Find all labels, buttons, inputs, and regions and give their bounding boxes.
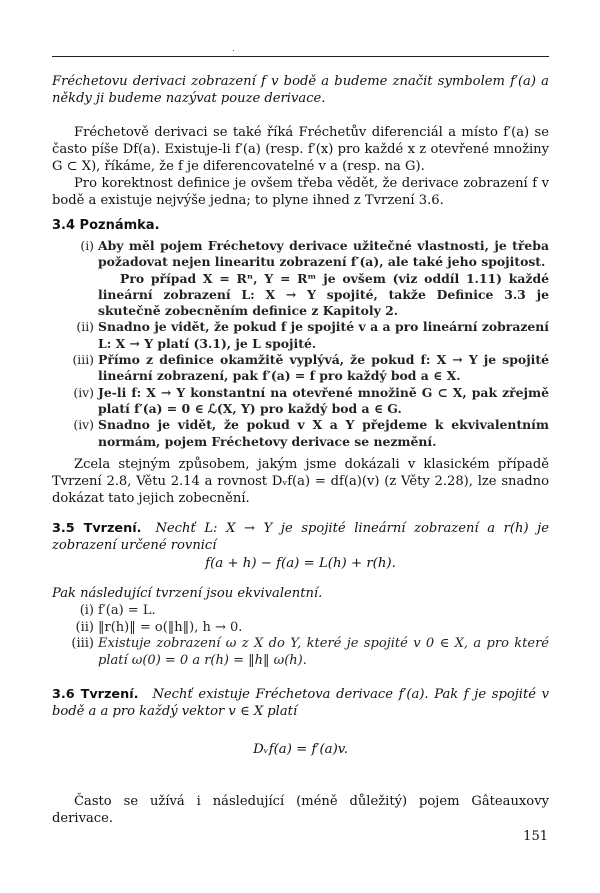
proposition-3-5 [52, 520, 549, 554]
item-label: (ii) [75, 619, 94, 635]
proposition-text: Nechť L: X → Y je spojité lineární zobrazení a r(h) je zobrazení určené rovnicí [52, 521, 549, 553]
page-number: 151 [523, 829, 548, 844]
proposition-item [52, 603, 549, 620]
item-label: (ii) [76, 319, 94, 335]
item-text: Snadno je vidět, že pokud v X a Y přejdeme k ekvivalentním normám, pojem Fréchetovy derivace se nezmění. [98, 417, 549, 449]
proposition-3-5-after: Pak následující tvrzení jsou ekvivalentní. [52, 586, 323, 601]
item-text: Snadno je vidět, že pokud f je spojité v a a pro lineární zobrazení L: X → Y platí (3.1), je L spojité. [98, 319, 549, 351]
equation-3-5: f(a + h) − f(a) = L(h) + r(h). [205, 556, 396, 571]
item-text: Existuje zobrazení ω z X do Y, které je spojité v 0 ∈ X, a pro které platí ω(0) = 0 a r(h) = ‖h‖ ω(h). [98, 636, 549, 668]
proposition-heading: 3.5 Tvrzení. [52, 521, 142, 536]
remark-item [52, 352, 549, 385]
closing-paragraph: Často se užívá i následující (méně důležitý) pojem Gâteauxovy derivace. [52, 794, 549, 826]
item-label: (iii) [72, 352, 94, 368]
proposition-3-5-list [52, 603, 549, 669]
item-text: Přímo z definice okamžitě vyplývá, že pokud f: X → Y je spojité lineární zobrazení, pak f′(a) = f pro každý bod a ∈ X. [98, 352, 549, 384]
item-text: ‖r(h)‖ = o(‖h‖), h → 0. [98, 619, 243, 635]
proposition-text: Nechť existuje Fréchetova derivace f′(a). Pak f je spojité v bodě a a pro každý vektor v ∈ X platí [52, 687, 549, 719]
remark-list [52, 238, 549, 450]
remark-item [52, 417, 549, 450]
item-label: (iii) [71, 636, 94, 651]
item-text: Aby měl pojem Fréchetovy derivace užitečné vlastnosti, je třeba požadovat nejen linearitu zobrazení f′(a), ale také jeho spojitost. [98, 238, 549, 270]
item-label: (i) [79, 603, 94, 618]
header-rule [52, 56, 549, 57]
remark-item [52, 319, 549, 352]
paragraph-generalization: Zcela stejným způsobem, jakým jsme dokázali v klasickém případě Tvrzení 2.8, Větu 2.14 a rovnost Dᵥf(a) = df(a)(v) (z Věty 2.28), lze snadno dokázat tato jejich zobecnění. [52, 457, 549, 506]
header-mark [233, 50, 234, 51]
proposition-3-6 [52, 686, 549, 720]
paragraph-differential: Fréchetově derivaci se také říká Fréchetův diferenciál a místo f′(a) se často píše Df(a). Existuje-li f′(a) (resp. f′(x) pro každé x z otevřené množiny G ⊂ X), říkáme, že f je diferencovatelné v a (resp. na G). [52, 125, 549, 174]
item-subparagraph: Pro případ X = Rⁿ, Y = Rᵐ je ovšem (viz oddíl 1.11) každé lineární zobrazení L: X → Y spojité, takže Definice 3.3 je skutečně zobecněním definice z Kapitoly 2. [98, 270, 549, 319]
item-text: Je-li f: X → Y konstantní na otevřené množině G ⊂ X, pak zřejmě platí f′(a) = 0 ∈ ℒ(X, Y) pro každý bod a ∈ G. [98, 384, 549, 416]
item-text: f′(a) = L. [98, 603, 156, 618]
proposition-item [52, 620, 549, 637]
remark-item [52, 385, 549, 418]
paragraph-uniqueness: Pro korektnost definice je ovšem třeba vědět, že derivace zobrazení f v bodě a existuje nejvýše jedna; to plyne ihned z Tvrzení 3.6. [52, 176, 549, 208]
equation-3-6: Dᵥf(a) = f′(a)v. [253, 742, 348, 757]
proposition-item [52, 636, 549, 669]
proposition-heading: 3.6 Tvrzení. [52, 687, 139, 702]
item-label: (iv) [73, 384, 94, 400]
item-label: (i) [80, 238, 94, 253]
intro-paragraph: Fréchetovu derivaci zobrazení f v bodě a budeme značit symbolem f′(a) a někdy ji budeme nazývat pouze derivace. [52, 74, 549, 106]
item-label: (iv) [73, 417, 94, 433]
remark-heading: 3.4 Poznámka. [52, 218, 160, 233]
remark-item [52, 238, 549, 319]
